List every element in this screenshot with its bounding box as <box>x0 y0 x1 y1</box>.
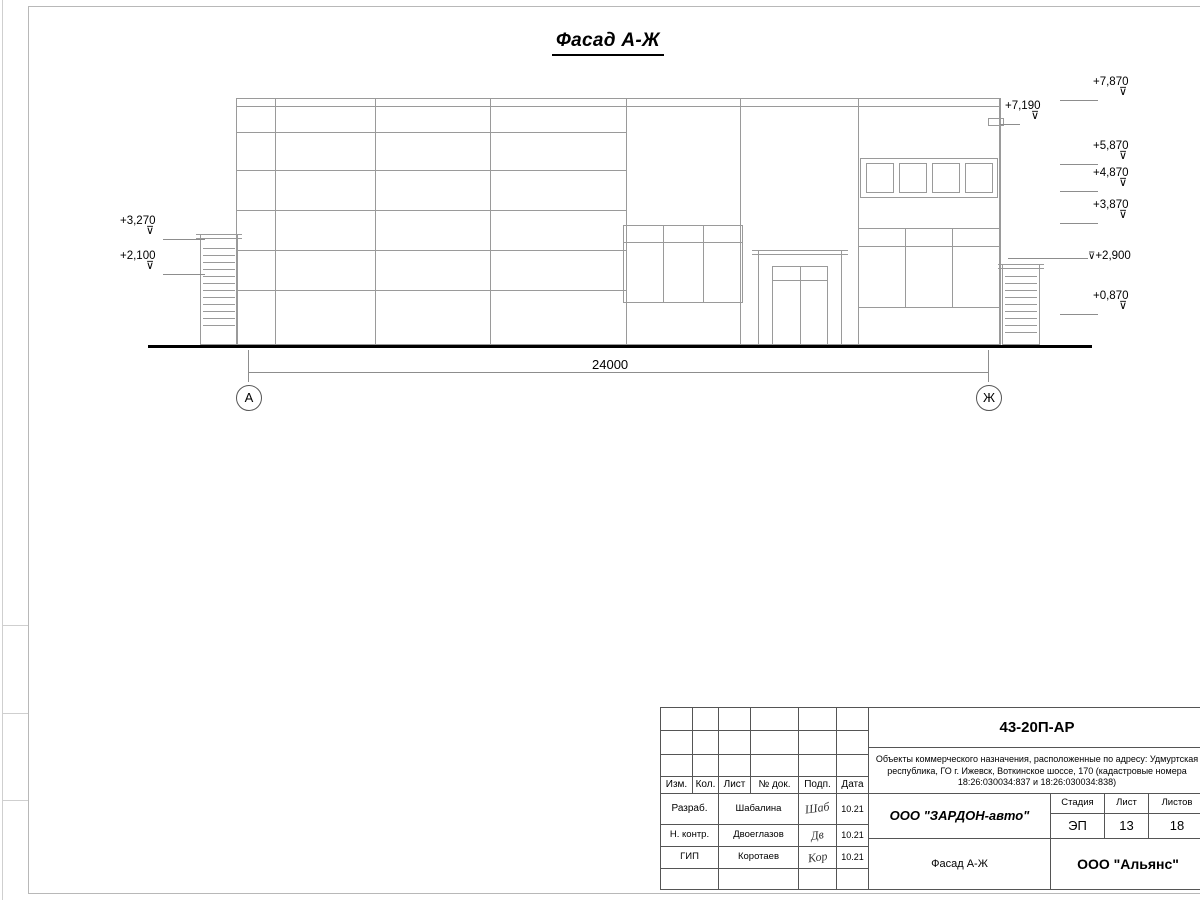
level-mark-right-3 <box>1093 140 1129 160</box>
louver-line <box>203 297 235 298</box>
axis-extension-line <box>248 350 249 382</box>
louver-line <box>203 318 235 319</box>
level-mark-right-5 <box>1093 199 1129 219</box>
curtain-wall-mullion <box>236 250 626 251</box>
signature-nkontr <box>799 825 837 847</box>
window-band-right <box>858 228 1000 308</box>
revision-cell <box>719 755 751 777</box>
revision-header-data: Дата <box>837 777 869 794</box>
louver-line <box>1005 283 1037 284</box>
level-mark-arrow-icon: ⊽ <box>1088 251 1096 262</box>
louver-line <box>1005 318 1037 319</box>
entrance-canopy <box>752 254 848 255</box>
role-name-nkontr: Двоеглазов <box>719 825 799 847</box>
object-description <box>869 748 1200 794</box>
sheet-frame-tick <box>2 713 28 714</box>
signature-mark: Кор <box>806 848 829 865</box>
revision-header-podp: Подп. <box>799 777 837 794</box>
sheet-frame-left-outer <box>2 0 3 900</box>
louver-line <box>203 269 235 270</box>
revision-cell <box>799 708 837 731</box>
revision-cell <box>837 755 869 777</box>
window-post <box>952 228 953 308</box>
revision-cell <box>751 755 799 777</box>
curtain-wall-post <box>375 98 376 345</box>
curtain-wall-mullion <box>236 170 626 171</box>
curtain-wall-post <box>490 98 491 345</box>
louver-line <box>1005 297 1037 298</box>
level-mark-arrow-icon: ⊽ <box>1119 300 1128 312</box>
designer-organization-text: ООО "Альянс" <box>1077 856 1179 873</box>
wall-joint-line <box>1000 98 1001 345</box>
sheet-header: Лист <box>1105 794 1149 814</box>
louver-line <box>1005 332 1037 333</box>
signature-razrab <box>799 794 837 825</box>
level-mark-arrow-icon: ⊽ <box>146 260 155 272</box>
level-leader-line <box>1000 124 1020 125</box>
sheets-value: 18 <box>1149 814 1200 839</box>
annex-right-cornice <box>998 268 1044 269</box>
curtain-wall-post <box>740 98 741 345</box>
role-name-gip: Коротаев <box>719 847 799 869</box>
dimension-value: 24000 <box>592 357 629 372</box>
louver-line <box>203 276 235 277</box>
level-leader-line <box>1008 258 1088 259</box>
revision-header-izm: Изм. <box>661 777 693 794</box>
stamp-footer-sign <box>799 869 837 890</box>
louver-line <box>1005 311 1037 312</box>
louver-line <box>203 283 235 284</box>
curtain-wall-mullion <box>236 210 626 211</box>
object-description-text: Объекты коммерческого назначения, расположенные по адресу: Удмуртская республика, ГО г. Ижевск, Воткинское шоссе, 170 (кадастровые номера 18:26:030034:837 и 18:26:030034:838) <box>875 753 1199 788</box>
level-mark-left-1 <box>120 215 156 235</box>
level-leader-line <box>163 274 205 275</box>
louver-line <box>203 304 235 305</box>
stage-value: ЭП <box>1051 814 1105 839</box>
level-mark-label: +5,870 <box>1093 140 1129 152</box>
entrance-canopy <box>752 250 848 251</box>
louver-line <box>203 255 235 256</box>
louver-line <box>203 325 235 326</box>
window-post <box>663 225 664 303</box>
role-label-razrab: Разраб. <box>661 794 719 825</box>
louver-line <box>1005 325 1037 326</box>
level-mark-right-6 <box>1088 250 1131 262</box>
curtain-wall-mullion <box>236 290 626 291</box>
sheet-frame-left-inner <box>28 6 29 894</box>
signature-gip <box>799 847 837 869</box>
sheet-frame-tick <box>2 625 28 626</box>
revision-cell <box>837 708 869 731</box>
date-razrab: 10.21 <box>837 794 869 825</box>
dimension-line <box>248 372 988 373</box>
axis-bubble-left: А <box>236 385 262 411</box>
level-mark-arrow-icon: ⊽ <box>1119 150 1128 162</box>
parapet-line <box>236 106 1000 107</box>
ground-line <box>148 345 1092 348</box>
window-upper-1 <box>866 163 894 193</box>
window-upper-4 <box>965 163 993 193</box>
revision-cell <box>661 731 693 755</box>
page-title: Фасад А-Ж <box>552 30 664 56</box>
revision-cell <box>751 708 799 731</box>
revision-cell <box>693 731 719 755</box>
annex-left-cornice <box>196 234 242 235</box>
stage-header: Стадия <box>1051 794 1105 814</box>
window-band-center <box>623 225 743 303</box>
date-nkontr: 10.21 <box>837 825 869 847</box>
revision-cell <box>693 708 719 731</box>
level-mark-right-4 <box>1093 167 1129 187</box>
window-post <box>703 225 704 303</box>
entrance-door-leaf-divider <box>800 266 801 345</box>
revision-cell <box>661 708 693 731</box>
window-transom <box>858 246 1000 247</box>
annex-right-cornice <box>998 264 1044 265</box>
signature-mark: Дв <box>810 826 825 843</box>
entrance-door-transom <box>772 280 828 281</box>
level-mark-label: +7,190 <box>1005 100 1041 112</box>
curtain-wall-post <box>275 98 276 345</box>
level-mark-label: +4,870 <box>1093 167 1129 179</box>
document-code-text: 43-20П-АР <box>999 718 1075 736</box>
window-upper-2 <box>899 163 927 193</box>
curtain-wall-post <box>626 98 627 345</box>
level-mark-label: +0,870 <box>1093 290 1129 302</box>
role-label-gip: ГИП <box>661 847 719 869</box>
sheet-frame-tick <box>2 800 28 801</box>
louver-line <box>203 290 235 291</box>
customer-organization-text: ООО "ЗАРДОН-авто" <box>889 807 1030 823</box>
stamp-footer-left <box>661 869 719 890</box>
axis-extension-line <box>988 350 989 382</box>
title-block <box>660 707 1200 890</box>
louver-line <box>1005 276 1037 277</box>
sheet-frame-bottom <box>28 893 1200 894</box>
level-mark-right-2 <box>1005 100 1041 120</box>
revision-cell <box>661 755 693 777</box>
louver-line <box>1005 304 1037 305</box>
level-leader-line <box>1060 223 1098 224</box>
revision-cell <box>719 708 751 731</box>
revision-cell <box>693 755 719 777</box>
sheet-frame-top <box>28 6 1200 7</box>
level-leader-line <box>1060 164 1098 165</box>
curtain-wall-mullion <box>236 132 626 133</box>
sheets-header: Листов <box>1149 794 1200 814</box>
level-mark-arrow-icon: ⊽ <box>146 225 155 237</box>
stamp-footer-name <box>719 869 799 890</box>
document-code <box>869 708 1200 748</box>
window-upper-3 <box>932 163 960 193</box>
level-leader-line <box>1060 191 1098 192</box>
role-label-nkontr: Н. контр. <box>661 825 719 847</box>
designer-organization <box>1051 839 1200 890</box>
level-mark-left-2 <box>120 250 156 270</box>
sheet-value: 13 <box>1105 814 1149 839</box>
role-name-razrab: Шабалина <box>719 794 799 825</box>
level-mark-label: +7,870 <box>1093 76 1129 88</box>
level-mark-right-7 <box>1093 290 1129 310</box>
stamp-footer-date <box>837 869 869 890</box>
window-post <box>905 228 906 308</box>
level-mark-label: +2,100 <box>120 250 156 262</box>
level-leader-line <box>1060 314 1098 315</box>
revision-header-kol: Кол. <box>693 777 719 794</box>
level-mark-right-1 <box>1093 76 1129 96</box>
level-mark-label: +2,900 <box>1095 250 1131 262</box>
revision-cell <box>751 731 799 755</box>
revision-header-list: Лист <box>719 777 751 794</box>
customer-organization <box>869 794 1051 839</box>
level-leader-line <box>163 239 205 240</box>
signature-mark: Шаб <box>804 799 831 817</box>
louver-line <box>203 248 235 249</box>
louver-line <box>203 311 235 312</box>
window-transom <box>623 242 743 243</box>
level-mark-label: +3,270 <box>120 215 156 227</box>
date-gip: 10.21 <box>837 847 869 869</box>
sheet-title: Фасад А-Ж <box>869 839 1051 890</box>
level-mark-arrow-icon: ⊽ <box>1119 86 1128 98</box>
revision-header-docno: № док. <box>751 777 799 794</box>
axis-bubble-right: Ж <box>976 385 1002 411</box>
revision-cell <box>837 731 869 755</box>
level-mark-arrow-icon: ⊽ <box>1031 110 1040 122</box>
level-mark-arrow-icon: ⊽ <box>1119 177 1128 189</box>
level-leader-line <box>1060 100 1098 101</box>
louver-line <box>1005 290 1037 291</box>
level-mark-arrow-icon: ⊽ <box>1119 209 1128 221</box>
revision-cell <box>719 731 751 755</box>
revision-cell <box>799 731 837 755</box>
level-mark-label: +3,870 <box>1093 199 1129 211</box>
revision-cell <box>799 755 837 777</box>
louver-line <box>203 262 235 263</box>
facade-elevation-drawing <box>140 70 1100 360</box>
